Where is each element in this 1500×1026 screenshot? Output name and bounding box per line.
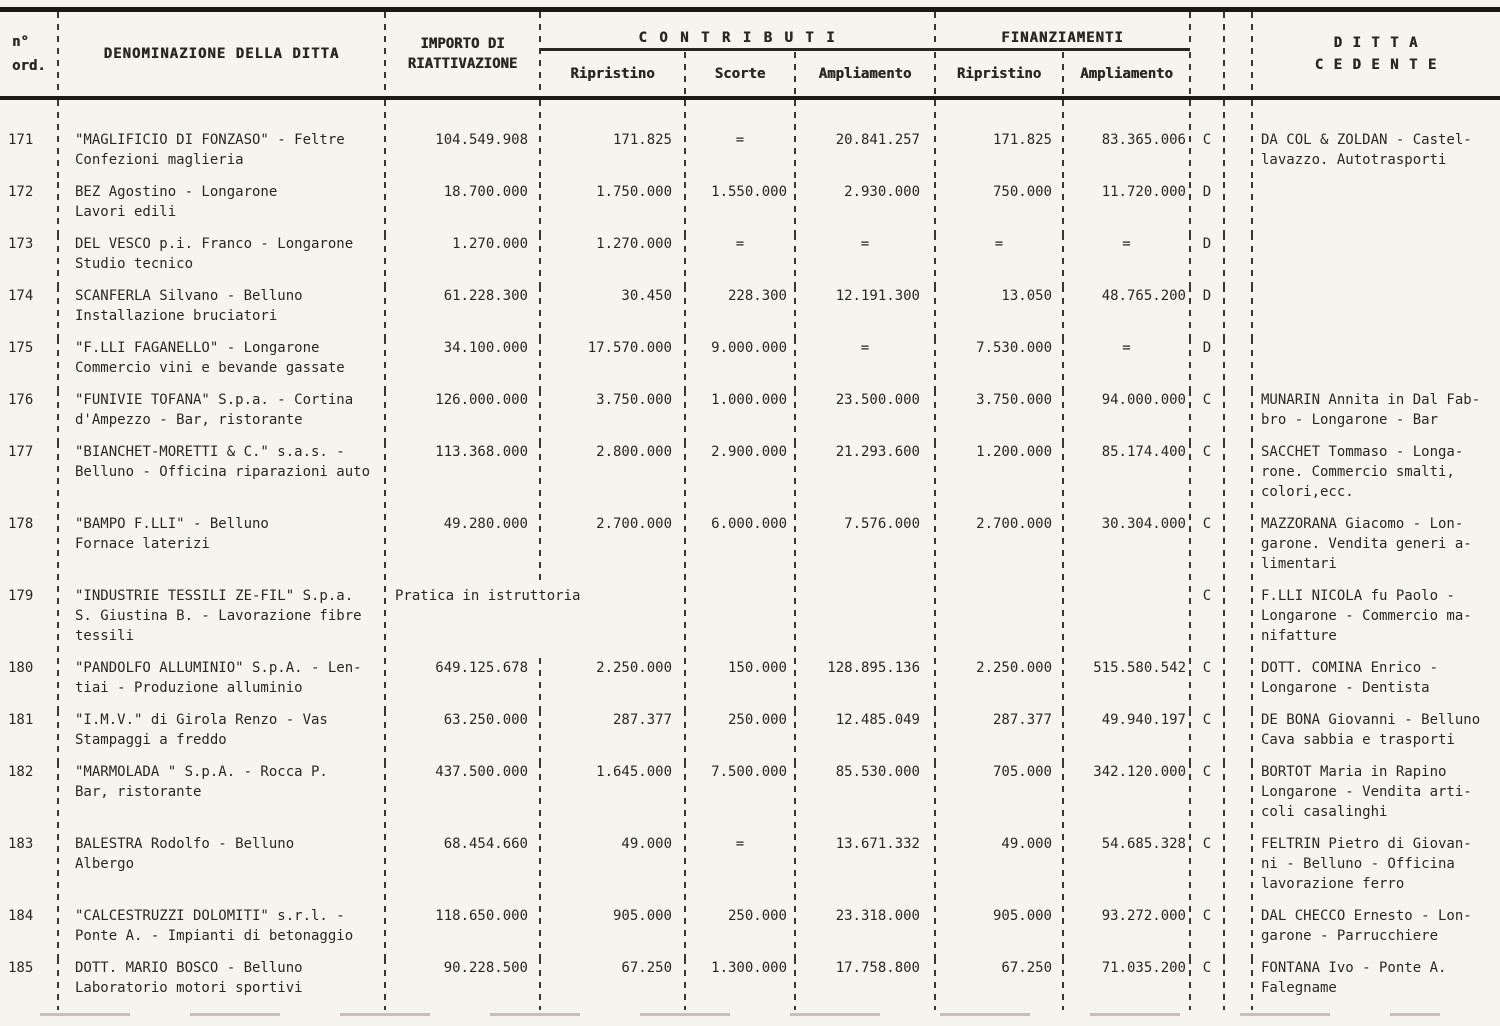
cell-categoria-flag: C [1190, 100, 1224, 182]
cell-importo-riattivazione: 63.250.000 [385, 710, 540, 762]
table-row [0, 234, 1500, 286]
cell-contributi-ripristino: 1.270.000 [540, 234, 685, 286]
cell-finanziamenti-ripristino: 1.200.000 [935, 442, 1063, 514]
cell-denominazione: SCANFERLA Silvano - Belluno Installazione bruciatori [58, 286, 385, 338]
cell-spacer [1224, 442, 1252, 514]
header-importo [385, 12, 540, 96]
cell-finanziamenti-ampliamento: 30.304.000 [1063, 514, 1190, 586]
cell-finanziamenti-ampliamento [1063, 586, 1190, 658]
cell-finanziamenti-ripristino: 67.250 [935, 958, 1063, 1010]
cell-contributi-scorte: 250.000 [685, 710, 795, 762]
cell-categoria-flag: C [1190, 514, 1224, 586]
cell-contributi-scorte: 250.000 [685, 906, 795, 958]
header-contributi-scorte: Scorte [685, 52, 795, 96]
cell-finanziamenti-ampliamento: 342.120.000 [1063, 762, 1190, 834]
cell-importo-riattivazione: 437.500.000 [385, 762, 540, 834]
cell-ord-number: 172 [0, 182, 58, 234]
cell-ord-number: 185 [0, 958, 58, 1010]
cell-denominazione: "FUNIVIE TOFANA" S.p.a. - Cortina d'Ampezzo - Bar, ristorante [58, 390, 385, 442]
cell-spacer [1224, 958, 1252, 1010]
cell-finanziamenti-ripristino: 750.000 [935, 182, 1063, 234]
cell-denominazione: "BIANCHET-MORETTI & C." s.a.s. - Belluno - Officina riparazioni auto [58, 442, 385, 514]
cell-ord-number: 176 [0, 390, 58, 442]
cell-ord-number: 174 [0, 286, 58, 338]
cell-categoria-flag: C [1190, 762, 1224, 834]
cell-finanziamenti-ampliamento: 54.685.328 [1063, 834, 1190, 906]
table-row [0, 906, 1500, 958]
table-row [0, 338, 1500, 390]
cell-ord-number: 173 [0, 234, 58, 286]
cell-spacer [1224, 834, 1252, 906]
cell-contributi-scorte: 9.000.000 [685, 338, 795, 390]
cell-finanziamenti-ripristino: 2.700.000 [935, 514, 1063, 586]
cell-contributi-ripristino: 2.800.000 [540, 442, 685, 514]
cell-finanziamenti-ampliamento: 48.765.200 [1063, 286, 1190, 338]
cell-ditta-cedente: BORTOT Maria in Rapino Longarone - Vendita arti- coli casalinghi [1261, 764, 1472, 820]
cell-spacer [1224, 182, 1252, 234]
cell-spacer [1224, 762, 1252, 834]
cell-ditta-cedente: DA COL & ZOLDAN - Castel- lavazzo. Autotrasporti [1261, 132, 1472, 168]
cell-finanziamenti-ripristino [935, 586, 1063, 658]
cell-ord-number: 171 [0, 100, 58, 182]
cell-finanziamenti-ampliamento: = [1063, 234, 1190, 286]
table-header [0, 12, 1500, 96]
table-row [0, 182, 1500, 234]
cell-denominazione: BALESTRA Rodolfo - Belluno Albergo [58, 834, 385, 906]
cell-contributi-ampliamento: = [795, 234, 935, 286]
cell-finanziamenti-ripristino: 2.250.000 [935, 658, 1063, 710]
cell-contributi-ampliamento [795, 586, 935, 658]
cell-contributi-ripristino: 17.570.000 [540, 338, 685, 390]
cell-ditta-cedente: MUNARIN Annita in Dal Fab- bro - Longarone - Bar [1261, 392, 1481, 428]
header-importo-line2: RIATTIVAZIONE [407, 56, 518, 72]
cell-spacer [1224, 390, 1252, 442]
cell-contributi-ampliamento: 13.671.332 [795, 834, 935, 906]
cell-categoria-flag: C [1190, 658, 1224, 710]
cell-spacer [1224, 710, 1252, 762]
cell-contributi-ampliamento: 85.530.000 [795, 762, 935, 834]
cell-denominazione: "PANDOLFO ALLUMINIO" S.p.A. - Len- tiai - Produzione alluminio [58, 658, 385, 710]
table-row [0, 286, 1500, 338]
cell-importo-riattivazione: 49.280.000 [385, 514, 540, 586]
cell-finanziamenti-ripristino: 905.000 [935, 906, 1063, 958]
cell-contributi-ripristino: 2.700.000 [540, 514, 685, 586]
header-cedente-line1: D I T T A [1333, 35, 1419, 51]
table-row [0, 442, 1500, 514]
header-group-finanziamenti: FINANZIAMENTI [935, 12, 1190, 51]
cell-contributi-ampliamento: 17.758.800 [795, 958, 935, 1010]
cell-contributi-ripristino: 1.645.000 [540, 762, 685, 834]
cell-contributi-ampliamento: 23.318.000 [795, 906, 935, 958]
cell-importo-riattivazione: 34.100.000 [385, 338, 540, 390]
header-flag-column [1190, 12, 1224, 96]
cell-contributi-ampliamento: 12.191.300 [795, 286, 935, 338]
cell-contributi-scorte: 228.300 [685, 286, 795, 338]
cell-denominazione: DOTT. MARIO BOSCO - Belluno Laboratorio motori sportivi [58, 958, 385, 1010]
table-row [0, 958, 1500, 1010]
cell-contributi-ripristino: 287.377 [540, 710, 685, 762]
cell-ord-number: 175 [0, 338, 58, 390]
cell-ord-number: 179 [0, 586, 58, 658]
cell-finanziamenti-ampliamento: 83.365.006 [1063, 100, 1190, 182]
cell-categoria-flag: C [1190, 390, 1224, 442]
table-row [0, 514, 1500, 586]
cell-importo-riattivazione: 118.650.000 [385, 906, 540, 958]
cell-finanziamenti-ripristino: = [935, 234, 1063, 286]
cell-contributi-ripristino: 2.250.000 [540, 658, 685, 710]
cell-finanziamenti-ripristino: 287.377 [935, 710, 1063, 762]
cell-denominazione: BEZ Agostino - Longarone Lavori edili [58, 182, 385, 234]
cell-ditta-cedente: F.LLI NICOLA fu Paolo - Longarone - Commercio ma- nifatture [1261, 588, 1472, 644]
cell-contributi-ripristino: 67.250 [540, 958, 685, 1010]
cell-ditta-cedente: DE BONA Giovanni - Belluno Cava sabbia e trasporti [1261, 712, 1481, 748]
table-row [0, 762, 1500, 834]
cell-ord-number: 177 [0, 442, 58, 514]
cell-spacer [1224, 586, 1252, 658]
cell-denominazione: DEL VESCO p.i. Franco - Longarone Studio tecnico [58, 234, 385, 286]
cell-finanziamenti-ripristino: 171.825 [935, 100, 1063, 182]
cell-contributi-ampliamento: 23.500.000 [795, 390, 935, 442]
cell-finanziamenti-ampliamento: 49.940.197 [1063, 710, 1190, 762]
cell-denominazione: "BAMPO F.LLI" - Belluno Fornace laterizi [58, 514, 385, 586]
cell-categoria-flag: D [1190, 338, 1224, 390]
cell-importo-riattivazione: 649.125.678 [385, 658, 540, 710]
cell-ditta-cedente: MAZZORANA Giacomo - Lon- garone. Vendita generi a- limentari [1261, 516, 1472, 572]
cell-spacer [1224, 514, 1252, 586]
header-finanziamenti-ampliamento: Ampliamento [1063, 52, 1190, 96]
cell-contributi-ampliamento: 128.895.136 [795, 658, 935, 710]
header-importo-line1: IMPORTO DI [420, 36, 505, 52]
cell-ditta-cedente [1252, 338, 1500, 390]
header-group-contributi: C O N T R I B U T I [540, 12, 935, 51]
cell-categoria-flag: C [1190, 710, 1224, 762]
cell-categoria-flag: C [1190, 442, 1224, 514]
cell-denominazione: "CALCESTRUZZI DOLOMITI" s.r.l. - Ponte A. - Impianti di betonaggio [58, 906, 385, 958]
cell-importo-riattivazione: 104.549.908 [385, 100, 540, 182]
cell-denominazione: "INDUSTRIE TESSILI ZE-FIL" S.p.a. S. Giustina B. - Lavorazione fibre tessili [58, 586, 385, 658]
cell-contributi-ripristino: 1.750.000 [540, 182, 685, 234]
cell-contributi-ripristino: 49.000 [540, 834, 685, 906]
page-bottom-smudge [40, 1013, 1440, 1016]
cell-spacer [1224, 906, 1252, 958]
cell-contributi-ripristino: 30.450 [540, 286, 685, 338]
cell-finanziamenti-ripristino: 7.530.000 [935, 338, 1063, 390]
cell-spacer [1224, 234, 1252, 286]
header-finanziamenti-ripristino: Ripristino [935, 52, 1063, 96]
cell-denominazione: "MAGLIFICIO DI FONZASO" - Feltre Confezioni maglieria [58, 100, 385, 182]
cell-importo-riattivazione: 126.000.000 [385, 390, 540, 442]
table-body [0, 100, 1500, 1010]
cell-contributi-ampliamento: 12.485.049 [795, 710, 935, 762]
cell-contributi-ampliamento: 21.293.600 [795, 442, 935, 514]
cell-contributi-ripristino: 171.825 [540, 100, 685, 182]
header-contributi-ampliamento: Ampliamento [795, 52, 935, 96]
cell-ditta-cedente: DAL CHECCO Ernesto - Lon- garone - Parrucchiere [1261, 908, 1472, 944]
cell-contributi-scorte: 2.900.000 [685, 442, 795, 514]
cell-categoria-flag: D [1190, 286, 1224, 338]
cell-categoria-flag: C [1190, 958, 1224, 1010]
cell-ord-number: 181 [0, 710, 58, 762]
cell-finanziamenti-ampliamento: = [1063, 338, 1190, 390]
cell-categoria-flag: D [1190, 234, 1224, 286]
cell-contributi-scorte [685, 586, 795, 658]
cell-contributi-scorte: 6.000.000 [685, 514, 795, 586]
table-row [0, 390, 1500, 442]
cell-ord-number: 178 [0, 514, 58, 586]
cell-spacer [1224, 286, 1252, 338]
cell-finanziamenti-ampliamento: 94.000.000 [1063, 390, 1190, 442]
table-row [0, 100, 1500, 182]
cell-contributi-ampliamento: 2.930.000 [795, 182, 935, 234]
header-ditta-cedente [1252, 12, 1500, 96]
cell-ditta-cedente: SACCHET Tommaso - Longa- rone. Commercio smalti, colori,ecc. [1261, 444, 1464, 500]
cell-spacer [1224, 658, 1252, 710]
cell-contributi-ampliamento: 7.576.000 [795, 514, 935, 586]
cell-contributi-ripristino: 905.000 [540, 906, 685, 958]
cell-contributi-scorte: 7.500.000 [685, 762, 795, 834]
cell-ditta-cedente: FELTRIN Pietro di Giovan- ni - Belluno - Officina lavorazione ferro [1261, 836, 1472, 892]
cell-contributi-scorte: 150.000 [685, 658, 795, 710]
cell-ditta-cedente [1252, 234, 1500, 286]
cell-contributi-scorte: 1.000.000 [685, 390, 795, 442]
table-row [0, 710, 1500, 762]
cell-importo-riattivazione: 1.270.000 [385, 234, 540, 286]
cell-finanziamenti-ripristino: 3.750.000 [935, 390, 1063, 442]
cell-ord-number: 183 [0, 834, 58, 906]
cell-contributi-scorte: = [685, 234, 795, 286]
cell-ord-number: 180 [0, 658, 58, 710]
cell-ditta-cedente [1252, 286, 1500, 338]
cell-finanziamenti-ampliamento: 85.174.400 [1063, 442, 1190, 514]
cell-denominazione: "I.M.V." di Girola Renzo - Vas Stampaggi a freddo [58, 710, 385, 762]
cell-finanziamenti-ripristino: 705.000 [935, 762, 1063, 834]
cell-finanziamenti-ampliamento: 93.272.000 [1063, 906, 1190, 958]
cell-importo-riattivazione: 90.228.500 [385, 958, 540, 1010]
header-ord [0, 12, 58, 96]
cell-ditta-cedente: DOTT. COMINA Enrico - Longarone - Dentista [1261, 660, 1439, 696]
cell-importo-riattivazione: 113.368.000 [385, 442, 540, 514]
cell-finanziamenti-ripristino: 49.000 [935, 834, 1063, 906]
cell-importo-riattivazione: 61.228.300 [385, 286, 540, 338]
cell-contributi-scorte: = [685, 834, 795, 906]
cell-finanziamenti-ampliamento: 71.035.200 [1063, 958, 1190, 1010]
cell-finanziamenti-ampliamento: 515.580.542 [1063, 658, 1190, 710]
cell-categoria-flag: C [1190, 906, 1224, 958]
cell-denominazione: "F.LLI FAGANELLO" - Longarone Commercio vini e bevande gassate [58, 338, 385, 390]
cell-categoria-flag: C [1190, 586, 1224, 658]
cell-ditta-cedente: FONTANA Ivo - Ponte A. Falegname [1261, 960, 1447, 996]
cell-spacer [1224, 338, 1252, 390]
cell-categoria-flag: C [1190, 834, 1224, 906]
cell-importo-riattivazione: 18.700.000 [385, 182, 540, 234]
cell-contributi-ampliamento: = [795, 338, 935, 390]
cell-importo-riattivazione: Pratica in istruttoria [385, 586, 685, 658]
cell-contributi-scorte: 1.550.000 [685, 182, 795, 234]
cell-ord-number: 182 [0, 762, 58, 834]
header-ord-line1: n° [12, 34, 29, 50]
cell-ord-number: 184 [0, 906, 58, 958]
cell-finanziamenti-ripristino: 13.050 [935, 286, 1063, 338]
cell-ditta-cedente [1252, 182, 1500, 234]
table-row [0, 834, 1500, 906]
cell-spacer [1224, 100, 1252, 182]
header-cedente-line2: C E D E N T E [1314, 57, 1438, 73]
cell-contributi-ampliamento: 20.841.257 [795, 100, 935, 182]
cell-contributi-scorte: 1.300.000 [685, 958, 795, 1010]
cell-contributi-scorte: = [685, 100, 795, 182]
table-row [0, 586, 1500, 658]
header-ord-line2: ord. [12, 58, 46, 74]
header-denominazione: DENOMINAZIONE DELLA DITTA [58, 12, 385, 96]
header-spacer-column [1224, 12, 1252, 96]
cell-contributi-ripristino: 3.750.000 [540, 390, 685, 442]
cell-categoria-flag: D [1190, 182, 1224, 234]
cell-finanziamenti-ampliamento: 11.720.000 [1063, 182, 1190, 234]
table-row [0, 658, 1500, 710]
header-contributi-ripristino: Ripristino [540, 52, 685, 96]
cell-denominazione: "MARMOLADA " S.p.A. - Rocca P. Bar, ristorante [58, 762, 385, 834]
cell-importo-riattivazione: 68.454.660 [385, 834, 540, 906]
